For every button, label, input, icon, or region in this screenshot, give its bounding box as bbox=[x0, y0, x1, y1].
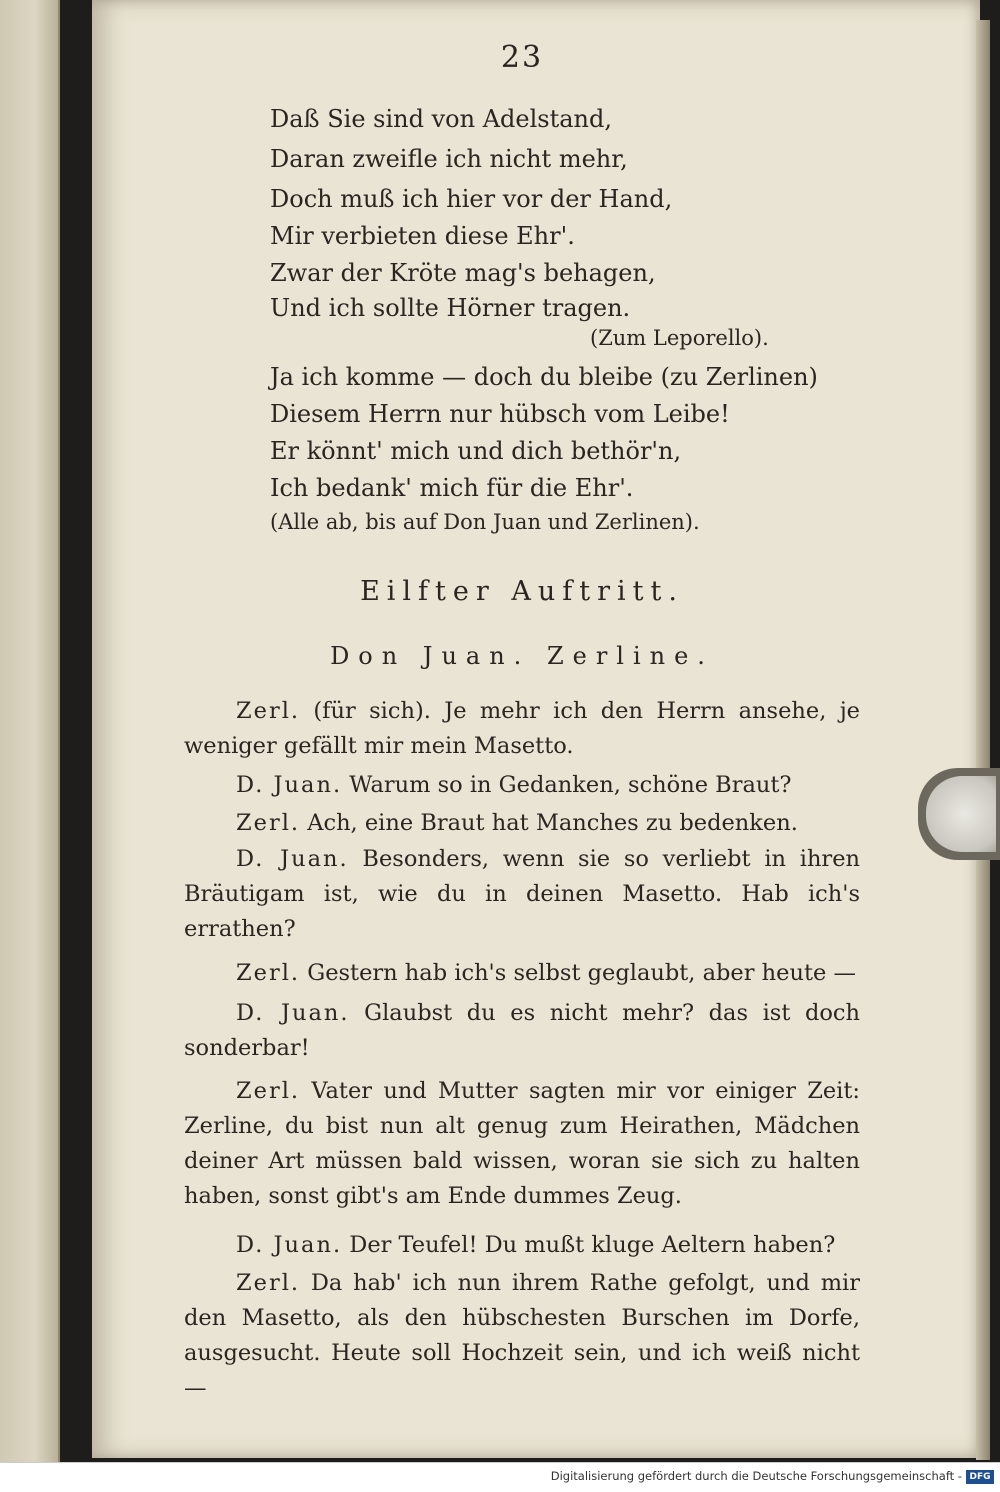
page-edge bbox=[976, 20, 990, 1460]
verse-line: Diesem Herrn nur hübsch vom Leibe! bbox=[270, 400, 730, 428]
verse-line: Er könnt' mich und dich bethör'n, bbox=[270, 437, 682, 465]
dialogue-paragraph bbox=[184, 996, 860, 1066]
dialogue-paragraph bbox=[184, 694, 860, 764]
facing-page-edge bbox=[0, 0, 60, 1462]
dialogue-text: Ach, eine Braut hat Manches zu bedenken. bbox=[300, 810, 798, 836]
dialogue-paragraph bbox=[184, 1228, 860, 1263]
dialogue-text: Besonders, wenn sie so verliebt in ihren Bräutigam ist, wie du in deinen Masetto. Hab ich's errathen? bbox=[184, 846, 860, 942]
verse-line: Mir verbieten diese Ehr'. bbox=[270, 222, 575, 250]
page-turn-tab[interactable] bbox=[926, 776, 996, 852]
dialogue-paragraph bbox=[184, 806, 860, 841]
stage-direction: (Alle ab, bis auf Don Juan und Zerlinen). bbox=[270, 510, 700, 534]
stage-direction: (Zum Leporello). bbox=[590, 326, 769, 350]
dialogue-text: (für sich). Je mehr ich den Herrn ansehe, je weniger gefällt mir mein Masetto. bbox=[184, 698, 860, 759]
speaker-name: Zerl. bbox=[236, 1270, 301, 1296]
dialogue-paragraph bbox=[184, 1074, 860, 1214]
speaker-name: Zerl. bbox=[236, 810, 301, 836]
dialogue-text: Glaubst du es nicht mehr? das ist doch sonderbar! bbox=[184, 1000, 860, 1061]
speaker-name: D. Juan. bbox=[236, 1000, 350, 1026]
speaker-name: Zerl. bbox=[236, 698, 301, 724]
dialogue-text: Vater und Mutter sagten mir vor einiger Zeit: Zerline, du bist nun alt genug zum Heirathen, Mädchen deiner Art müssen bald wissen, woran sie sich zu halten haben, sonst gibt's am Ende dummes Zeug. bbox=[184, 1078, 860, 1209]
verse-line: Ja ich komme — doch du bleibe (zu Zerlinen) bbox=[270, 363, 818, 391]
speaker-name: D. Juan. bbox=[236, 846, 349, 872]
speaker-name: D. Juan. bbox=[236, 772, 343, 798]
verse-line: Und ich sollte Hörner tragen. bbox=[270, 294, 631, 322]
speaker-name: Zerl. bbox=[236, 960, 301, 986]
dialogue-paragraph bbox=[184, 768, 860, 803]
scene-title: Eilfter Auftritt. bbox=[360, 576, 684, 607]
dialogue-text: Da hab' ich nun ihrem Rathe gefolgt, und mir den Masetto, als den hübschesten Burschen im Dorfe, ausgesucht. Heute soll Hochzeit sein, und ich weiß nicht — bbox=[184, 1270, 860, 1401]
dialogue-text: Gestern hab ich's selbst geglaubt, aber heute — bbox=[300, 960, 856, 986]
verse-line: Daß Sie sind von Adelstand, bbox=[270, 105, 612, 133]
verse-line: Ich bedank' mich für die Ehr'. bbox=[270, 474, 634, 502]
verse-line: Zwar der Kröte mag's behagen, bbox=[270, 259, 656, 287]
verse-line: Daran zweifle ich nicht mehr, bbox=[270, 145, 628, 173]
dfg-logo[interactable]: DFG bbox=[966, 1470, 994, 1484]
dialogue-paragraph bbox=[184, 956, 860, 991]
footer-bar bbox=[0, 1462, 1000, 1492]
dialogue-paragraph bbox=[184, 842, 860, 947]
dialogue-text: Der Teufel! Du mußt kluge Aeltern haben? bbox=[342, 1232, 836, 1258]
page-number: 23 bbox=[500, 40, 544, 75]
dialogue-text: Warum so in Gedanken, schöne Braut? bbox=[342, 772, 792, 798]
page-text bbox=[92, 0, 980, 1458]
dialogue-paragraph bbox=[184, 1266, 860, 1406]
scene-cast: Don Juan. Zerline. bbox=[330, 642, 714, 670]
footer-credit: Digitalisierung gefördert durch die Deutsche Forschungsgemeinschaft - bbox=[550, 1469, 962, 1483]
book-page bbox=[92, 0, 980, 1458]
verse-line: Doch muß ich hier vor der Hand, bbox=[270, 185, 673, 213]
speaker-name: D. Juan. bbox=[236, 1232, 343, 1258]
speaker-name: Zerl. bbox=[236, 1078, 301, 1104]
